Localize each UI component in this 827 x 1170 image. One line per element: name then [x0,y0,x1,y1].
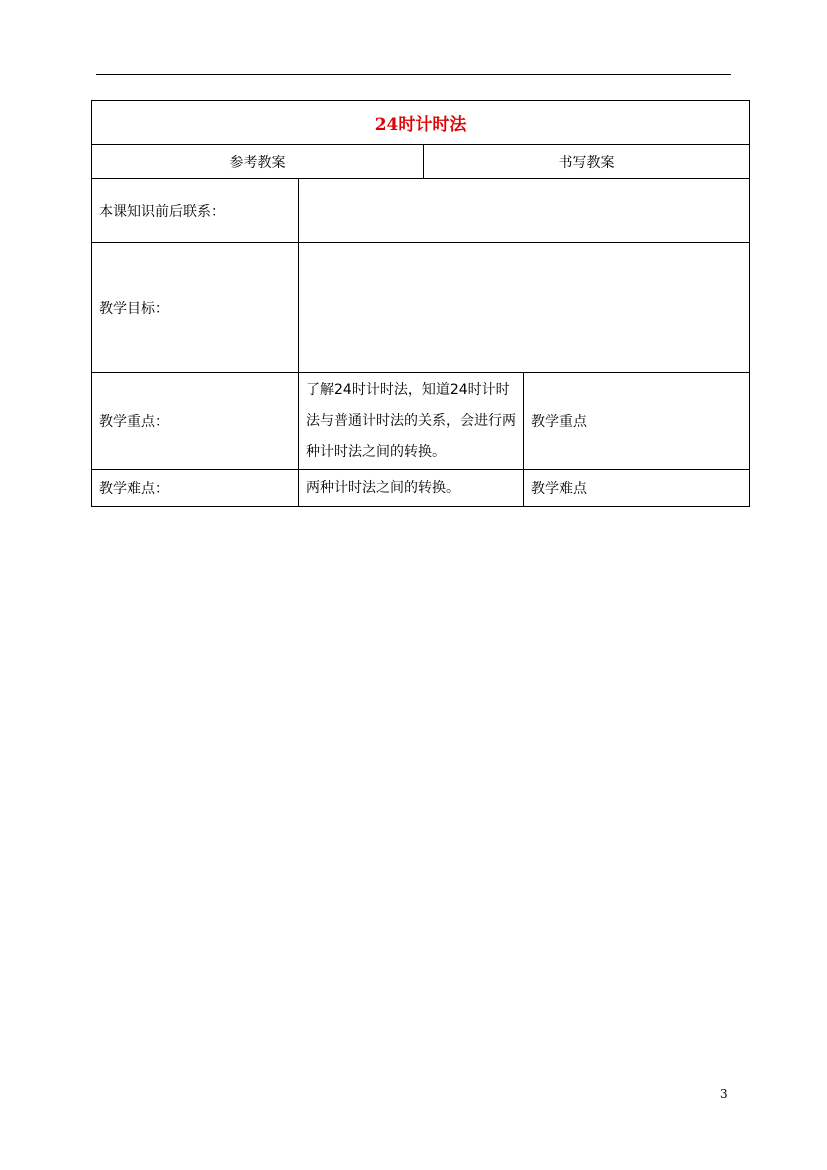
knowledge-links-content [299,179,750,243]
key-points-row [92,373,750,470]
difficult-points-side-label: 教学难点 [524,470,750,507]
difficult-points-label: 教学难点： [92,470,299,507]
teaching-goals-label: 教学目标： [92,243,299,373]
reference-plan-header: 参考教案 [92,145,424,179]
teaching-goals-content [299,243,750,373]
page-number: 3 [720,1087,728,1101]
title-row [92,101,750,145]
difficult-points-content: 两种计时法之间的转换。 [299,470,524,507]
key-points-content: 了解24时计时法，知道24时计时法与普通计时法的关系，会进行两种计时法之间的转换。 [299,373,524,470]
knowledge-links-row [92,179,750,243]
header-rule [96,74,731,75]
header-row [92,145,750,179]
key-points-label: 教学重点： [92,373,299,470]
writing-plan-header: 书写教案 [424,145,750,179]
knowledge-links-label: 本课知识前后联系： [92,179,299,243]
document-title: 24时计时法 [92,101,750,145]
key-points-side-label: 教学重点 [524,373,750,470]
teaching-goals-row [92,243,750,373]
lesson-plan-table [91,100,750,507]
difficult-points-row [92,470,750,507]
